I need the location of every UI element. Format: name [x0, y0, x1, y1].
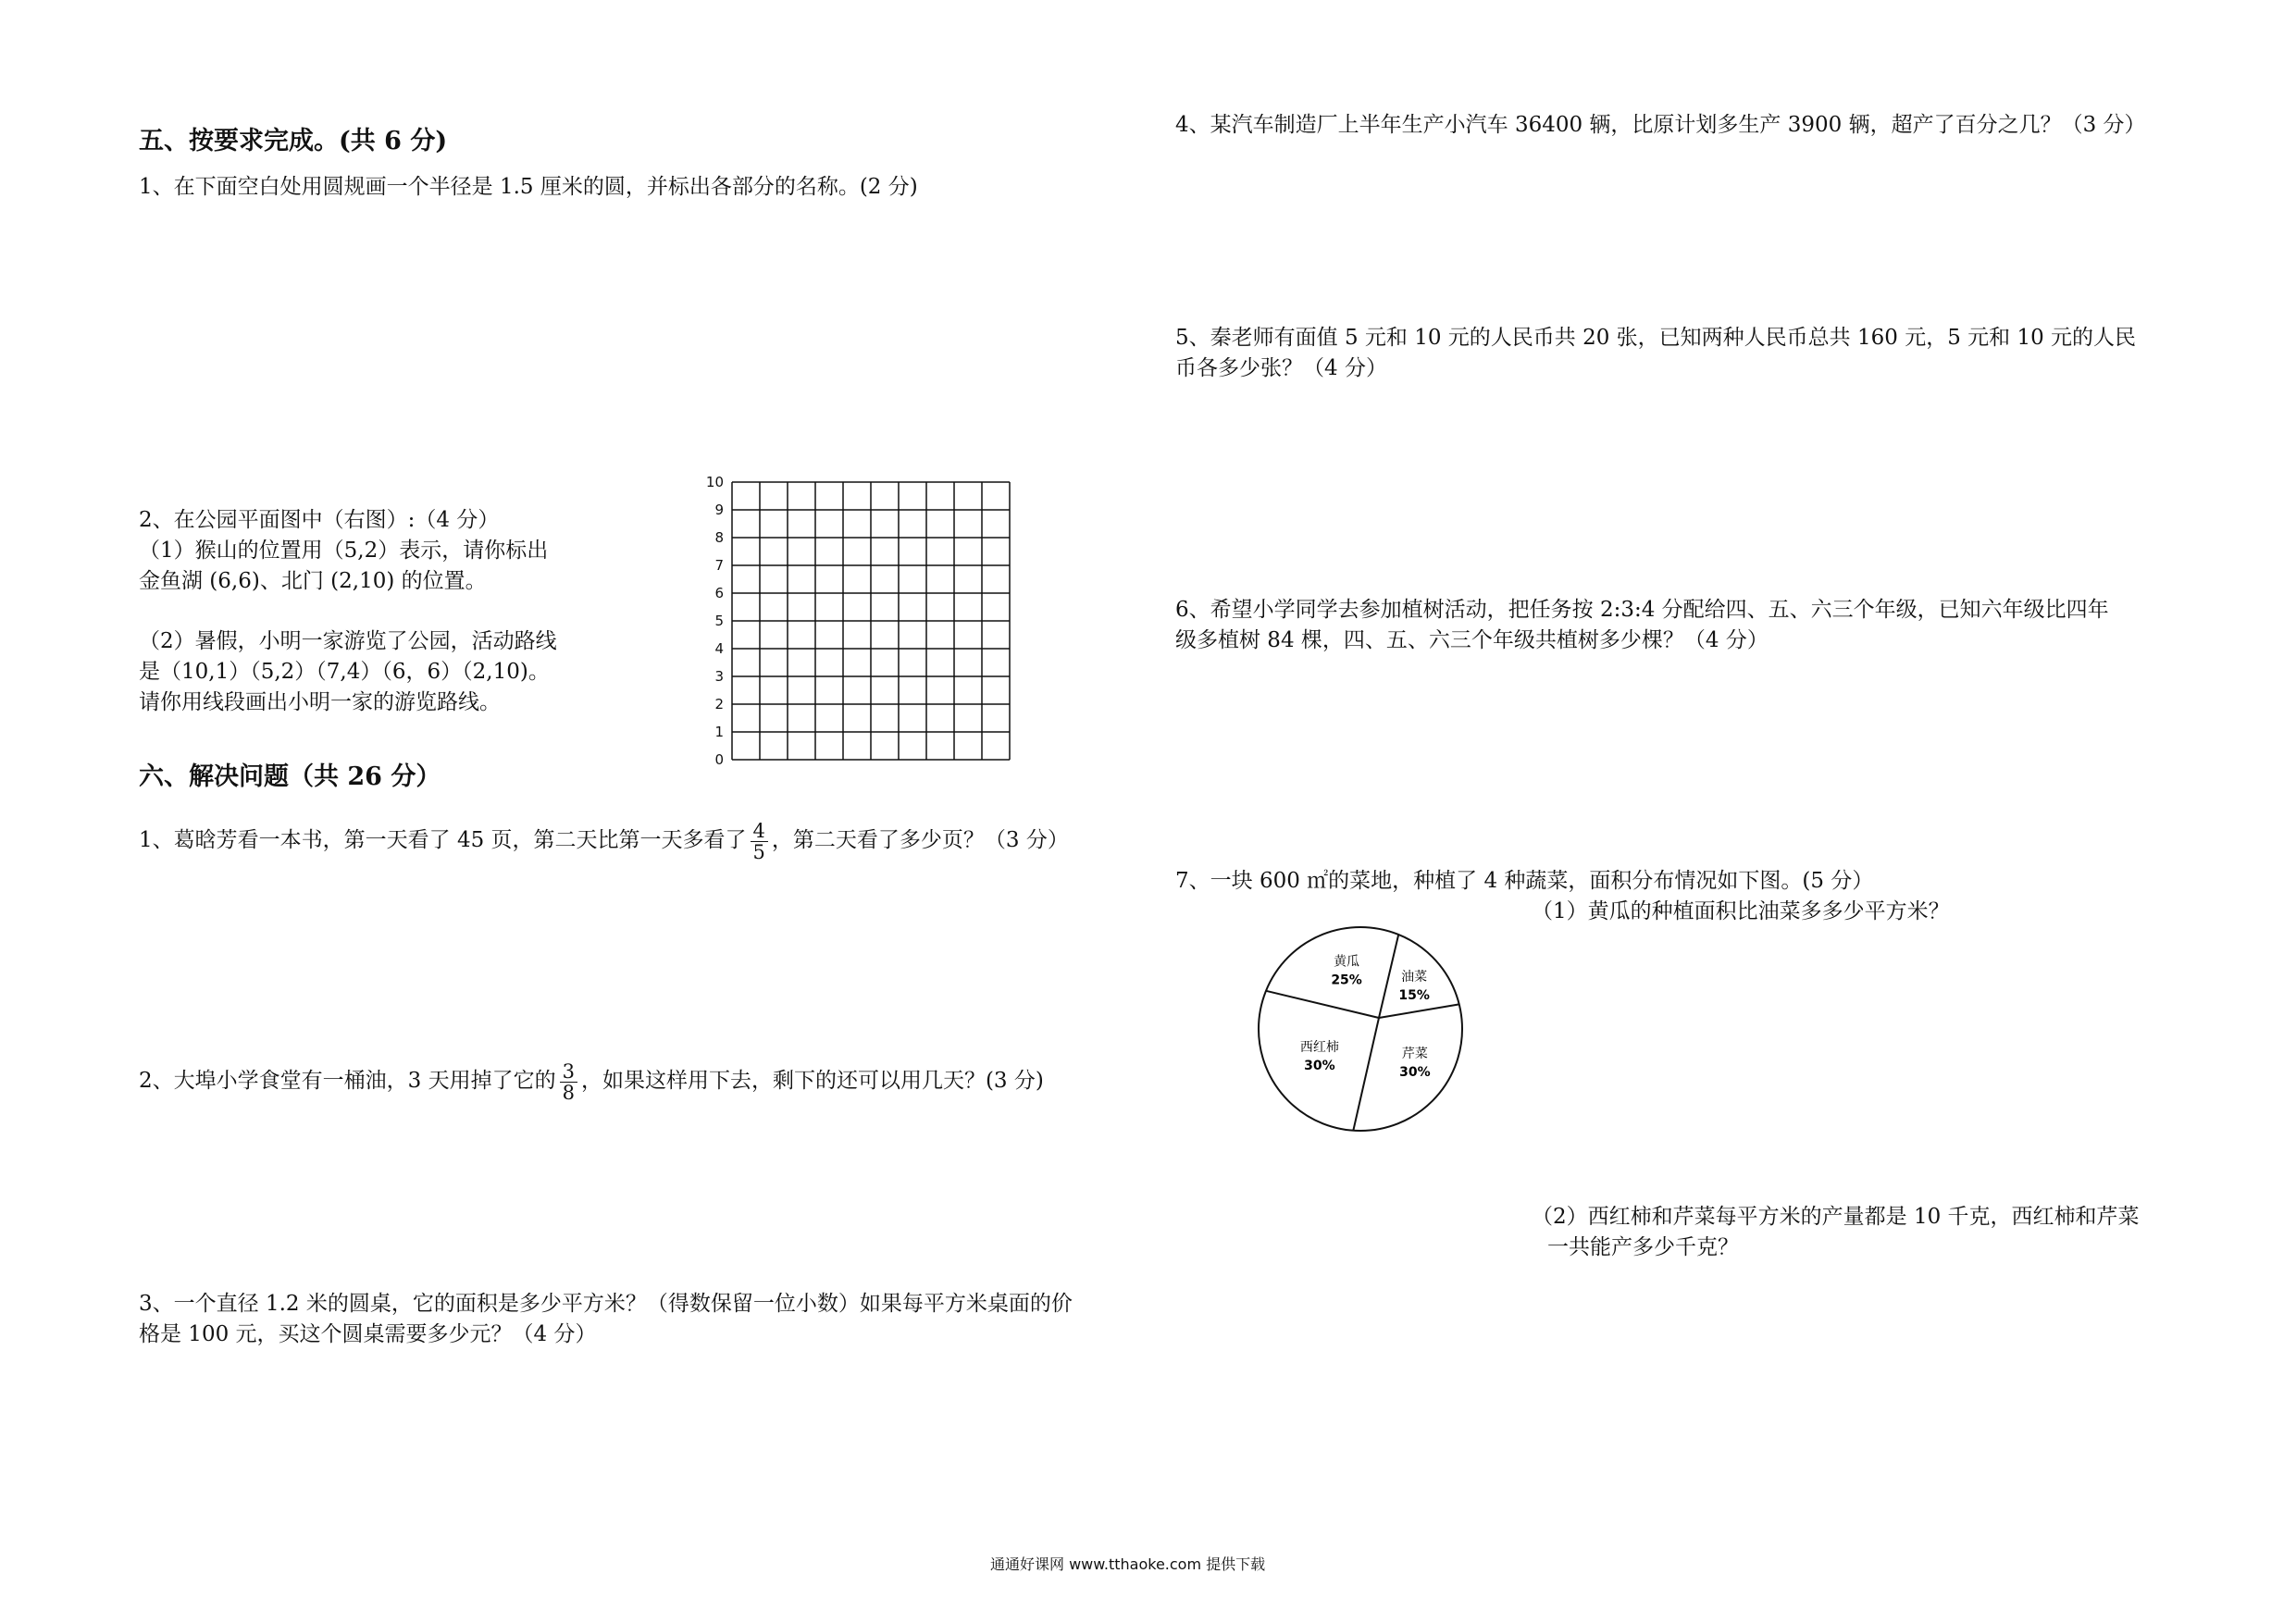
q7: 7、一块 600 ㎡的菜地，种植了 4 种蔬菜，面积分布情况如下图。(5 分）: [1175, 869, 1874, 893]
page-footer: 通通好课网 www.tthaoke.com 提供下载: [990, 1555, 1266, 1573]
grid-tick-label: 5: [714, 613, 724, 629]
grid-tick-label: 1: [714, 724, 724, 740]
q6-2: [139, 1053, 1044, 1109]
q6-3-line1: 3、一个直径 1.2 米的圆桌，它的面积是多少平方米？（得数保留一位小数）如果每平方米桌面的价: [139, 1292, 1073, 1316]
q7-2-line1: （2）西红柿和芹菜每平方米的产量都是 10 千克，西红柿和芹菜: [1532, 1205, 2140, 1229]
q4: 4、某汽车制造厂上半年生产小汽车 36400 辆，比原计划多生产 3900 辆，超产了百分之几？（3 分）: [1175, 113, 2146, 137]
vegetable-pie-chart: [1240, 925, 1481, 1138]
q5-2-line5: 是（10,1）（5,2）（7,4）（6，6）（2,10)。: [139, 660, 550, 684]
fraction-denominator: 8: [562, 1081, 575, 1104]
pie-slice-value-label: 25%: [1331, 973, 1362, 988]
grid-tick-label: 7: [714, 557, 724, 574]
pie-slice-label: 油菜: [1401, 970, 1428, 985]
grid-tick-label: 6: [714, 585, 724, 601]
q6-1: [139, 812, 1069, 868]
q6-line1: 6、希望小学同学去参加植树活动，把任务按 2:3:4 分配给四、五、六三个年级，已知六年级比四年: [1175, 598, 2109, 622]
q6-2-text-start: 2、大埠小学食堂有一桶油，3 天用掉了它的: [139, 1069, 556, 1093]
grid-tick-label: 2: [714, 696, 724, 712]
q5-2-line2: （1）猴山的位置用（5,2）表示，请你标出: [139, 539, 549, 563]
fraction-three-eighths: [560, 1061, 577, 1103]
fraction-numerator: 3: [560, 1061, 577, 1083]
q5-1: 1、在下面空白处用圆规画一个半径是 1.5 厘米的圆，并标出各部分的名称。(2 分): [139, 175, 918, 199]
pie-slice-value-label: 15%: [1398, 988, 1430, 1004]
grid-tick-label: 9: [714, 502, 724, 518]
section6-heading: 六、解决问题（共 26 分）: [139, 762, 441, 791]
pie-slice-label: 黄瓜: [1334, 954, 1360, 970]
grid-tick-label: 3: [714, 668, 724, 685]
q6-3-line2: 格是 100 元，买这个圆桌需要多少元？（4 分）: [139, 1322, 597, 1346]
q5-2-line6: 请你用线段画出小明一家的游览路线。: [139, 690, 501, 714]
q7-2-line2: 一共能产多少千克？: [1547, 1235, 1739, 1259]
q5-2-line4: （2）暑假，小明一家游览了公园，活动路线: [139, 629, 557, 653]
fraction-denominator: 5: [752, 840, 765, 863]
park-coordinate-grid: [731, 481, 1020, 770]
pie-slice-label: 芹菜: [1401, 1047, 1428, 1062]
q5-line1: 5、秦老师有面值 5 元和 10 元的人民币共 20 张，已知两种人民币总共 160 元，5 元和 10 元的人民: [1175, 326, 2137, 350]
q5-line2: 币各多少张？（4 分）: [1175, 356, 1387, 380]
fraction-four-fifths: [751, 821, 768, 862]
q6-1-text-end: ，第二天看了多少页？（3 分）: [771, 828, 1069, 852]
grid-tick-label: 8: [714, 529, 724, 546]
pie-slice-value-label: 30%: [1399, 1065, 1431, 1081]
q6-line2: 级多植树 84 棵，四、五、六三个年级共植树多少棵？（4 分）: [1175, 628, 1769, 652]
q5-2-line1: 2、在公园平面图中（右图）:（4 分）: [139, 508, 500, 532]
q6-2-text-end: ，如果这样用下去，剩下的还可以用几天？(3 分): [580, 1069, 1044, 1093]
grid-tick-label: 10: [705, 474, 724, 490]
pie-slice-label: 西红柿: [1299, 1039, 1339, 1055]
q7-1: （1）黄瓜的种植面积比油菜多多少平方米？: [1532, 899, 1950, 923]
grid-tick-label: 0: [714, 751, 724, 768]
section5-heading: 五、按要求完成。(共 6 分): [139, 127, 448, 155]
pie-slice-value-label: 30%: [1304, 1058, 1335, 1073]
q6-1-text-start: 1、葛晗芳看一本书，第一天看了 45 页，第二天比第一天多看了: [139, 828, 747, 852]
grid-tick-label: 4: [714, 640, 724, 657]
fraction-numerator: 4: [751, 821, 768, 842]
q5-2-line3: 金鱼湖 (6,6)、北门 (2,10) 的位置。: [139, 569, 487, 593]
